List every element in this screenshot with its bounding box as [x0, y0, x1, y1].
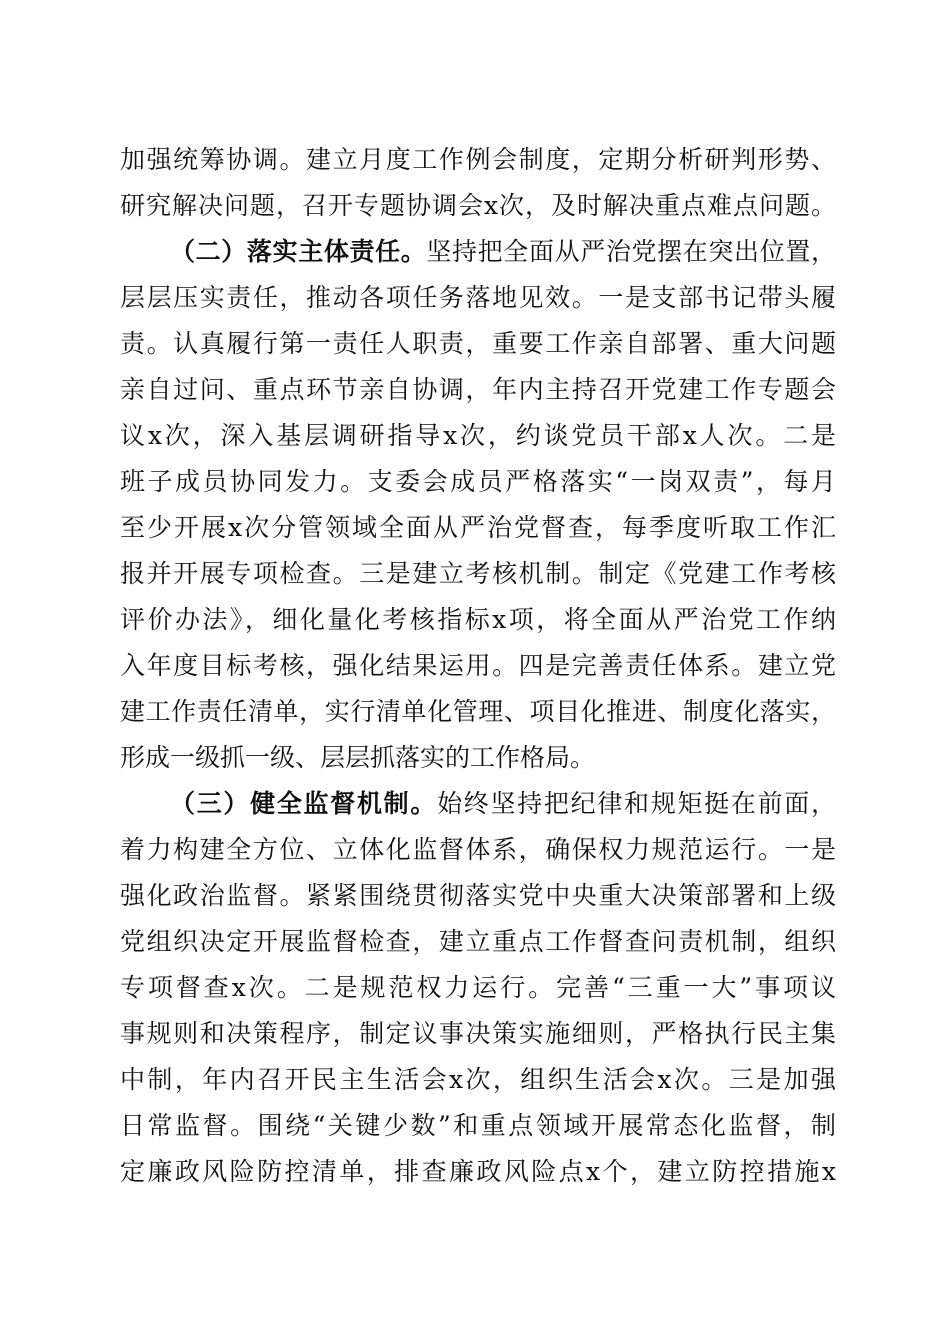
- section-three-first-line: [170, 784, 836, 824]
- text-line: 入年度目标考核，强化结果运用。四是完善责任体系。建立党: [120, 651, 836, 680]
- text-line: 着力构建全方位、立体化监督体系，确保权力规范运行。一是: [120, 835, 836, 864]
- section-three-heading: （三）健全监督机制。: [170, 789, 438, 818]
- text-line: 强化政治监督。紧紧围绕贯彻落实党中央重大决策部署和上级: [120, 881, 836, 910]
- section-two-first-line: [170, 232, 836, 272]
- text-line: 班子成员协同发力。支委会成员严格落实“一岗双责”，每月: [120, 467, 836, 496]
- text-line: 责。认真履行第一责任人职责，重要工作亲自部署、重大问题: [120, 329, 836, 358]
- text-line: 定廉政风险防控清单，排查廉政风险点x个，建立防控措施x: [120, 1157, 836, 1186]
- text-line: 议x次，深入基层调研指导x次，约谈党员干部x人次。二是: [120, 421, 836, 450]
- text-line: 专项督查x次。二是规范权力运行。完善“三重一大”事项议: [120, 973, 836, 1002]
- text-line: 形成一级抓一级、层层抓落实的工作格局。: [120, 743, 596, 772]
- text-line: 事规则和决策程序，制定议事决策实施细则，严格执行民主集: [120, 1019, 836, 1048]
- text-line: 中制，年内召开民主生活会x次，组织生活会x次。三是加强: [120, 1065, 836, 1094]
- text-line: 坚持把全面从严治党摆在突出位置，: [426, 237, 836, 266]
- text-line: 亲自过问、重点环节亲自协调，年内主持召开党建工作专题会: [120, 375, 836, 404]
- text-line: 层层压实责任，推动各项任务落地见效。一是支部书记带头履: [120, 283, 836, 312]
- text-line: 日常监督。围绕“关键少数”和重点领域开展常态化监督，制: [120, 1111, 836, 1140]
- text-line: 加强统筹协调。建立月度工作例会制度，定期分析研判形势、: [120, 145, 836, 174]
- text-line: 至少开展x次分管领域全面从严治党督查，每季度听取工作汇: [120, 513, 836, 542]
- text-line: 报并开展专项检查。三是建立考核机制。制定《党建工作考核: [120, 559, 836, 588]
- text-line: 建工作责任清单，实行清单化管理、项目化推进、制度化落实，: [120, 697, 836, 726]
- text-line: 评价办法》，细化量化考核指标x项，将全面从严治党工作纳: [120, 605, 836, 634]
- text-line: 始终坚持把纪律和规矩挺在前面，: [437, 789, 836, 818]
- section-two-heading: （二）落实主体责任。: [170, 237, 427, 266]
- text-line: 研究解决问题，召开专题协调会x次，及时解决重点难点问题。: [120, 191, 836, 220]
- text-line: 党组织决定开展监督检查，建立重点工作督查问责机制，组织: [120, 927, 836, 956]
